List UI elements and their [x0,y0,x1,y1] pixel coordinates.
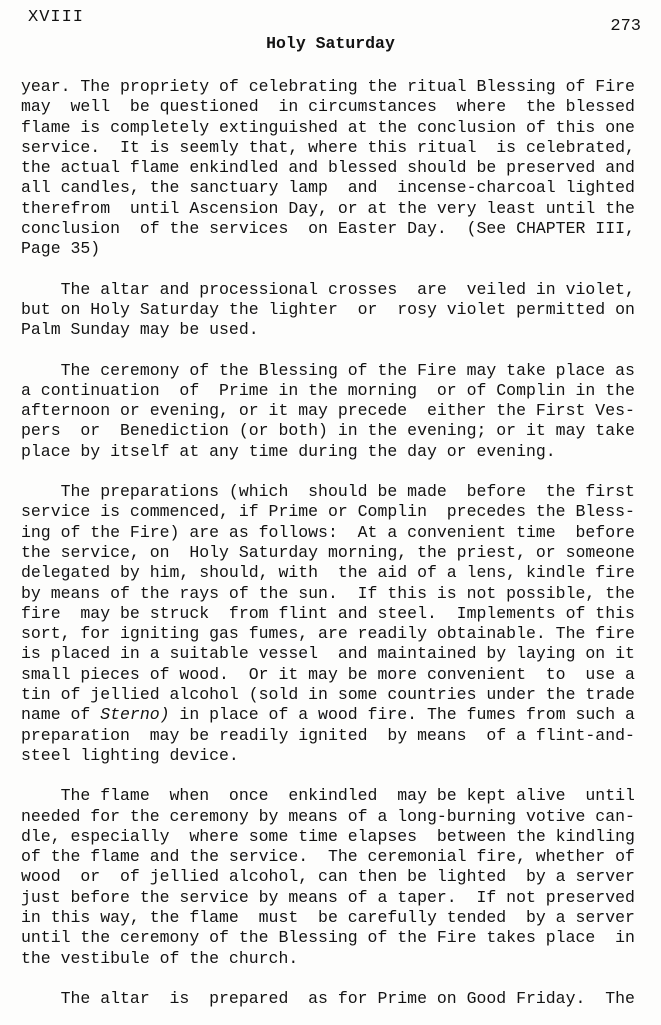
paragraph [21,280,653,341]
text-segment: of the flame and the service. The ceremonial fire, whether of [21,847,635,867]
text-segment: Page 35) [21,239,101,259]
paragraph [21,361,653,462]
text-segment: The ceremony of the Blessing of the Fire may take place as [21,360,635,380]
text-segment: Palm Sunday may be used. [21,320,259,340]
text-line [21,989,653,1009]
text-segment: tin of jellied alcohol (sold in some countries under the trade [21,685,635,705]
text-segment: steel lighting device. [21,745,239,765]
text-line [21,604,653,624]
text-segment: but on Holy Saturday the lighter or rosy violet permitted on [21,299,635,319]
text-segment: fire may be struck from flint and steel. Implements of this [21,603,635,623]
text-segment: The altar is prepared as for Prime on Good Friday. The [21,988,635,1008]
text-line [21,543,653,563]
text-line [21,888,653,908]
text-line [21,381,653,401]
text-segment: in place of a wood fire. The fumes from such a [169,705,635,725]
text-segment: The flame when once enkindled may be kept alive until [21,786,635,806]
text-segment: sort, for igniting gas fumes, are readily obtainable. The fire [21,624,635,644]
text-line [21,118,653,138]
paragraph [21,77,653,260]
text-segment: just before the service by means of a taper. If not preserved [21,887,635,907]
text-segment: therefrom until Ascension Day, or at the very least until the [21,198,635,218]
text-segment: the service, on Holy Saturday morning, the priest, or someone [21,542,635,562]
text-segment: is placed in a suitable vessel and maintained by laying on it [21,644,635,664]
text-line [21,665,653,685]
text-segment: place by itself at any time during the day or evening. [21,441,556,461]
text-segment: delegated by him, should, with the aid of a lens, kindle fire [21,563,635,583]
text-line [21,584,653,604]
text-segment: pers or Benediction (or both) in the evening; or it may take [21,421,635,441]
text-line [21,644,653,664]
text-line [21,421,653,441]
text-line [21,482,653,502]
text-line [21,502,653,522]
text-segment: by means of the rays of the sun. If this is not possible, the [21,583,635,603]
text-line [21,219,653,239]
text-line [21,705,653,725]
text-line [21,300,653,320]
text-line [21,138,653,158]
text-segment: the vestibule of the church. [21,948,299,968]
text-line [21,867,653,887]
paragraph [21,786,653,969]
text-line [21,563,653,583]
text-segment: needed for the ceremony by means of a long-burning votive can- [21,806,635,826]
text-segment: until the ceremony of the Blessing of the Fire takes place in [21,928,635,948]
text-line [21,807,653,827]
paragraph [21,482,653,766]
text-line [21,320,653,340]
text-line [21,178,653,198]
text-line [21,908,653,928]
paragraph [21,989,653,1009]
text-line [21,726,653,746]
text-segment: The preparations (which should be made before the first [21,482,635,502]
text-line [21,523,653,543]
text-line [21,949,653,969]
text-line [21,827,653,847]
page-number: 273 [610,17,641,36]
text-segment: preparation may be readily ignited by means of a flint-and- [21,725,635,745]
text-segment: year. The propriety of celebrating the ritual Blessing of Fire [21,77,635,96]
text-segment: the actual flame enkindled and blessed should be preserved and [21,158,635,178]
text-segment: all candles, the sanctuary lamp and incense-charcoal lighted [21,178,635,198]
text-line [21,928,653,948]
text-segment: service. It is seemly that, where this ritual is celebrated, [21,137,635,157]
text-line [21,77,653,97]
text-segment: afternoon or evening, or it may precede either the First Ves- [21,401,635,421]
text-segment: conclusion of the services on Easter Day. (See CHAPTER III, [21,219,635,239]
text-segment: may well be questioned in circumstances where the blessed [21,97,635,117]
text-segment: flame is completely extinguished at the conclusion of this one [21,117,635,137]
text-line [21,158,653,178]
text-segment: The altar and processional crosses are veiled in violet, [21,279,635,299]
text-line [21,239,653,259]
text-segment: a continuation of Prime in the morning or of Complin in the [21,380,635,400]
text-segment: service is commenced, if Prime or Complin precedes the Bless- [21,502,635,522]
text-line [21,442,653,462]
text-segment: wood or of jellied alcohol, can then be lighted by a server [21,867,635,887]
text-line [21,97,653,117]
running-title: Holy Saturday [266,34,395,53]
text-line [21,786,653,806]
text-segment: name of [21,705,101,725]
text-line [21,401,653,421]
text-segment: small pieces of wood. Or it may be more convenient to use a [21,664,635,684]
text-line [21,199,653,219]
body-paragraphs [21,77,653,1025]
chapter-numeral: XVIII [28,8,85,27]
text-line [21,361,653,381]
italic-text: Sterno) [100,705,170,725]
text-line [21,685,653,705]
text-segment: in this way, the flame must be carefully tended by a server [21,907,635,927]
text-line [21,746,653,766]
text-line [21,280,653,300]
text-segment: dle, especially where some time elapses between the kindling [21,826,635,846]
text-line [21,847,653,867]
text-segment: ing of the Fire) are as follows: At a convenient time before [21,522,635,542]
text-line [21,624,653,644]
